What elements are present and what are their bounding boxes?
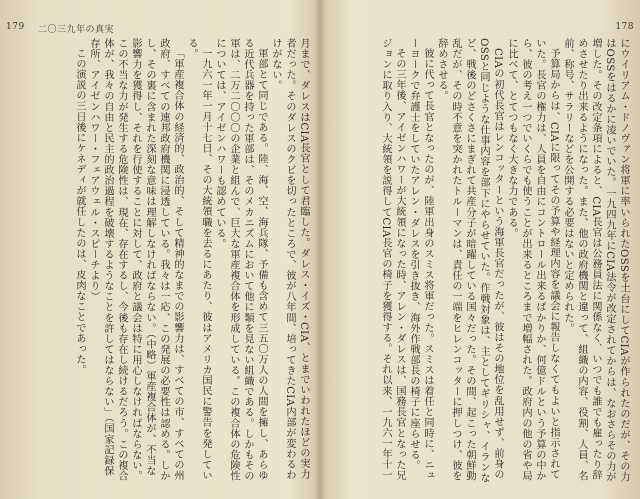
- paragraph: その三年後、アイゼンハワーが大統領になった時、アレン・ダレスは、国務長官となった兄ジョンに取り入り、大統領を説得してCIA長官の椅子を獲得する。それ以来、一九六一年十一: [380, 38, 405, 481]
- paragraph: この演説の三日後にケネディが就任したのは、皮肉なことであった。: [74, 48, 85, 376]
- page-number: 179: [6, 22, 25, 32]
- paragraph: にウイリアム・ドノヴァン将軍に率いられたOSSを土台にしてCIAが作られたのだが、その力はOSSをはるかに凌いでいた。一九四九年にCIA法令が改定されてからは、なおさらその力が増した。その改定条項によると、CIA長官は公務員法に関係なく、いつでも誰でも雇ったり辞めさせたり出来るようになった。また、他の政府機関と違って、組織の内容、役割、人員、名前、称号、サラリーなどを公開する必要はないと定められた。: [562, 38, 629, 483]
- paragraph: 「軍産複合体の経済的、政治的、そして精神的なまでの影響力は、すべての市、すべての州政府、すべての連邦政府機関に浸透している。我々は一応、この発展の必要性は認める。しかし、その裏に含まれた深刻な意味は理解しなければならない。（中略）軍産複合体が、不当な影響力を獲得し、それを行使することに対して、政府と議会は特に用心しなければならない。この不当な力が発生する危険性は、現在、存在するし、今後も存在し続けるだろう。この複合体が、我々の自由と民主的政治過程を破壊するようなことを許してはならない」（国家記録保存所、アイゼンハワー・フェアウェル・スピーチより）: [88, 38, 183, 482]
- paragraph: 月まで、ダレスはCIA長官として君臨した。ダレス・イズ・CIA、とまでいわれたほどの実力者だった。そのダレスのクビを切ったところで、彼が八年間、培ってきたCIA内部が変わるわけがない。: [270, 38, 309, 481]
- paragraph: 彼に代って長官となったのが、陸軍出身のスミス将軍だった。スミスは着任と同時に、ニューヨークで弁護士をしていたアレン・ダレスを引き抜き、海外作戦部長の椅子に座らせる。: [408, 38, 433, 481]
- paragraph: 軍部とて同じである。陸、海、空、海兵隊、予備も含めて三五〇万人の人間を擁し、あらゆる近代兵器を持った軍部は、そのメカニズムにおいて他に類を見ない組織である。しかもその軍は、二万二〇〇〇の企業と組んで、巨大な軍産複合体を形成している。この複合体の危険性については、アイゼンハワーも認めている。: [214, 38, 267, 482]
- paragraph: CIAの初代長官はレンコッターという海軍長官だったが、彼はその地位を乱用せず、前身のOSSと同じような仕事内容を部下にやらせていた。作戦対象は、主としてギリシャ、イランなど、戦後のどさくさにまぎれて共産分子が暗躍している国々だった。その間、起こった朝鮮動乱だが、その時不意を突かれたトルーマンは、責任の一端をヒレンコッターに押しつけ、彼を辞めさせる。: [436, 38, 503, 484]
- left-page-body: [10, 38, 310, 486]
- right-page: [320, 0, 640, 499]
- right-page-body: [326, 38, 630, 486]
- page-number: 178: [615, 22, 634, 32]
- paragraph: 予算局からは、CIAに限ってその予算や経理内容を議会に報告しなくてもよいと指示されていた。長官の権力は、人員を自由にコントロール出来るばかりか、何億ドルという予算の中から、彼の考え一つでいくらでも使うことが出来るところまで増幅された。政府内の他の省や局に比べて、とてつもなく大きな力である。: [506, 38, 559, 482]
- running-head: 二〇三九年の真実: [38, 25, 115, 35]
- paragraph: 一九六一年一月十七日、その大統領職を去るにあたり、彼はアメリカ国民に警告を発している。: [186, 38, 211, 481]
